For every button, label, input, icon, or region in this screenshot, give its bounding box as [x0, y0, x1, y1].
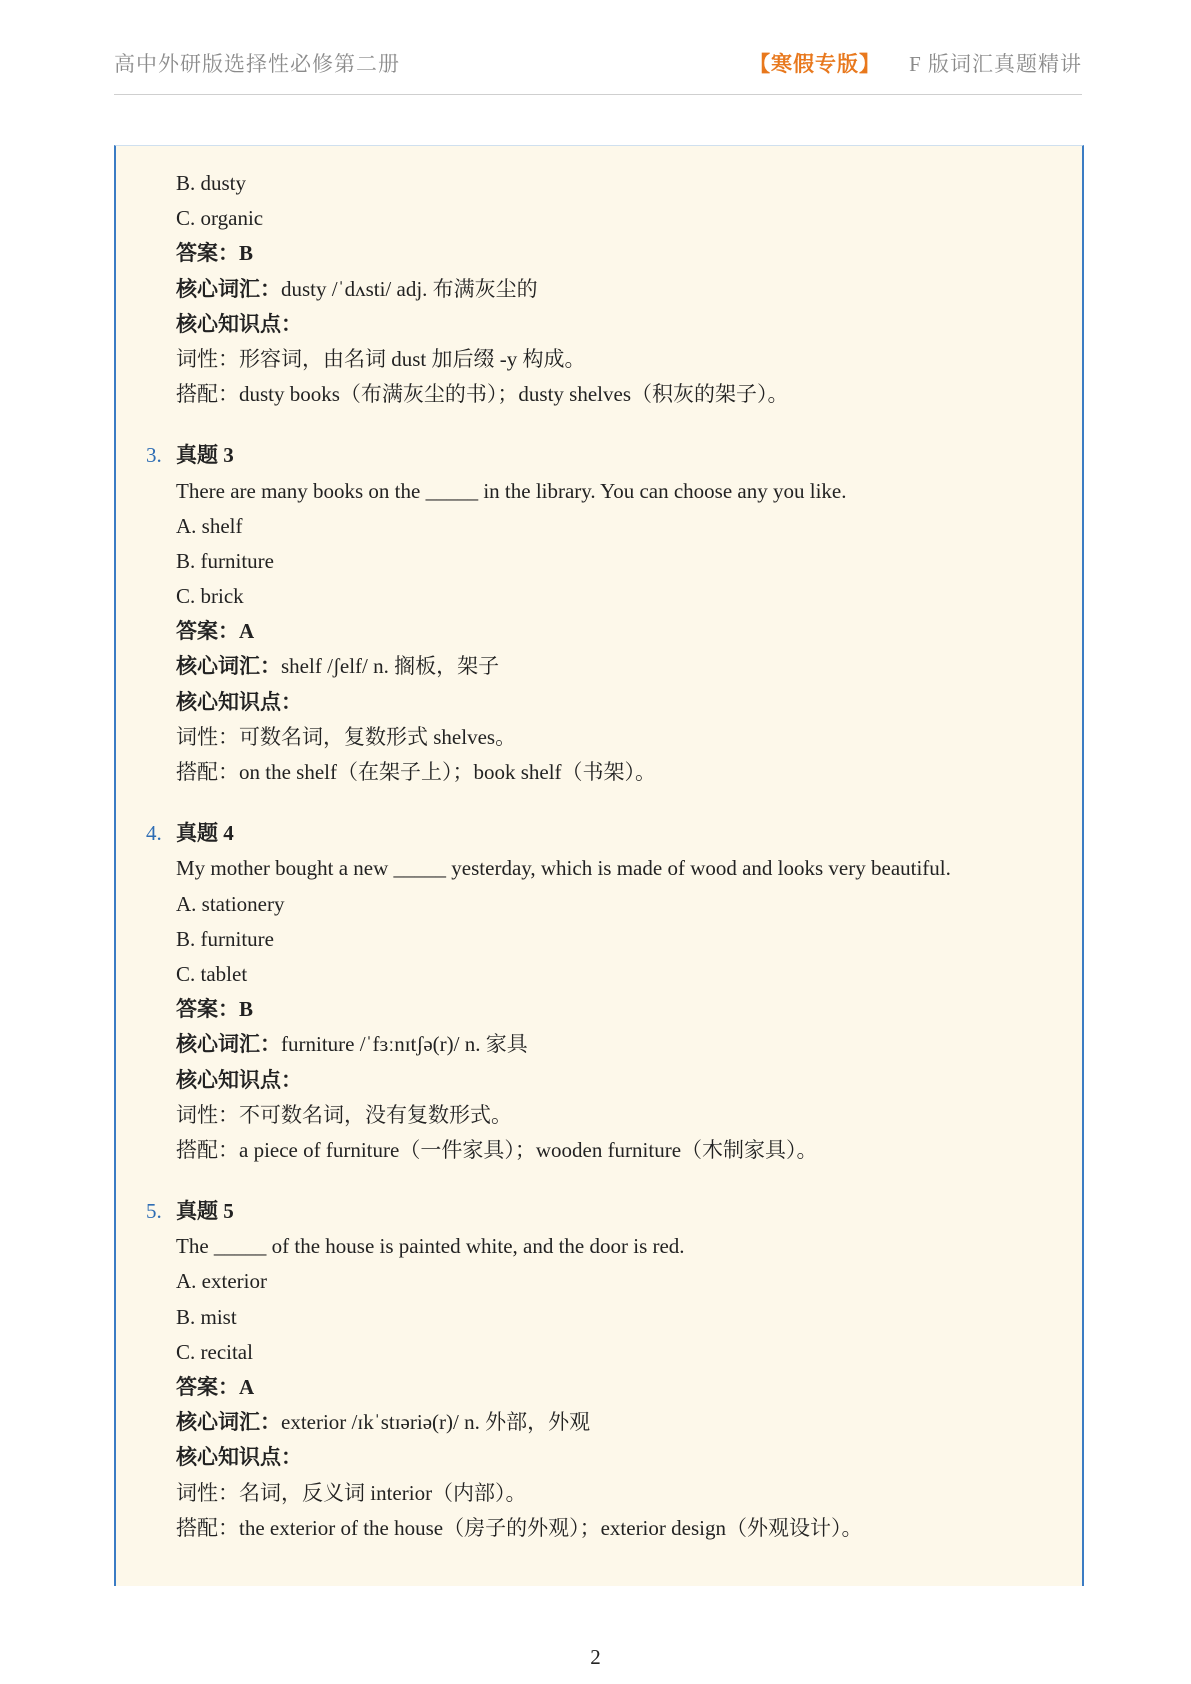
question-block-5 — [146, 1194, 1036, 1546]
edition-badge: 【寒假专版】 — [749, 52, 882, 76]
answer-value: A — [239, 619, 255, 644]
header-right — [749, 48, 1082, 78]
option-b: B. furniture — [176, 548, 274, 573]
points-label: 核心知识点： — [176, 1067, 302, 1092]
question-block-4 — [146, 816, 1036, 1168]
question-heading — [146, 438, 1036, 473]
page-header — [114, 44, 1082, 84]
collocation: 搭配：dusty books（布满灰尘的书）；dusty shelves（积灰的架子）。 — [176, 382, 789, 407]
part-of-speech: 词性：形容词，由名词 dust 加后缀 -y 构成。 — [176, 346, 586, 371]
question-stem: There are many books on the _____ in the library. You can choose any you like. — [176, 478, 847, 503]
question-title: 真题 3 — [176, 443, 234, 468]
vocab-line — [176, 1027, 1036, 1062]
question-title: 真题 5 — [176, 1199, 234, 1224]
points-label: 核心知识点： — [176, 689, 302, 714]
vocab-label: 核心词汇： — [176, 1410, 281, 1435]
answer-line — [176, 992, 1036, 1027]
answer-label: 答案： — [176, 997, 239, 1022]
vocab-line — [176, 1405, 1036, 1440]
question-heading — [146, 1194, 1036, 1229]
question-block-3 — [146, 438, 1036, 790]
answer-line — [176, 236, 1036, 271]
vocab-line — [176, 649, 1036, 684]
option-a: A. shelf — [176, 513, 243, 538]
question-block-2-tail — [176, 166, 1036, 412]
question-stem: The _____ of the house is painted white, and the door is red. — [176, 1234, 685, 1259]
question-number: 4. — [146, 821, 162, 846]
vocab-value: dusty /ˈdʌsti/ adj. 布满灰尘的 — [281, 276, 538, 301]
collocation: 搭配：the exterior of the house（房子的外观）；exterior design（外观设计）。 — [176, 1515, 863, 1540]
vocab-line — [176, 272, 1036, 307]
option-a: A. stationery — [176, 891, 285, 916]
answer-label: 答案： — [176, 619, 239, 644]
answer-value: B — [239, 241, 254, 266]
vocab-label: 核心词汇： — [176, 654, 281, 679]
question-number: 5. — [146, 1199, 162, 1224]
question-heading — [146, 816, 1036, 851]
vocab-value: shelf /ʃelf/ n. 搁板，架子 — [281, 654, 500, 679]
vocab-value: exterior /ɪkˈstɪəriə(r)/ n. 外部，外观 — [281, 1410, 591, 1435]
part-of-speech: 词性：可数名词，复数形式 shelves。 — [176, 724, 517, 749]
page-number: 2 — [590, 1645, 601, 1669]
option-c: C. brick — [176, 584, 244, 609]
option-b: B. mist — [176, 1304, 237, 1329]
section-title: F 版词汇真题精讲 — [909, 52, 1082, 76]
points-label: 核心知识点： — [176, 311, 302, 336]
answer-label: 答案： — [176, 1375, 239, 1399]
answer-value: A — [239, 1375, 255, 1399]
answer-value: B — [239, 997, 254, 1022]
collocation: 搭配：a piece of furniture（一件家具）；wooden furniture（木制家具）。 — [176, 1137, 818, 1162]
answer-line — [176, 614, 1036, 649]
option-c: C. tablet — [176, 961, 248, 986]
option-c: C. organic — [176, 206, 264, 231]
vocab-label: 核心词汇： — [176, 1032, 281, 1057]
answer-line — [176, 1370, 1036, 1405]
book-title: 高中外研版选择性必修第二册 — [114, 52, 400, 76]
header-divider — [114, 94, 1082, 95]
vocab-value: furniture /ˈfɜːnɪtʃə(r)/ n. 家具 — [281, 1032, 528, 1057]
option-a: A. exterior — [176, 1269, 267, 1294]
option-b: B. dusty — [176, 171, 247, 195]
part-of-speech: 词性：名词，反义词 interior（内部）。 — [176, 1480, 527, 1505]
option-b: B. furniture — [176, 926, 274, 951]
answer-label: 答案： — [176, 241, 239, 266]
question-title: 真题 4 — [176, 821, 234, 846]
question-number: 3. — [146, 443, 162, 468]
option-c: C. recital — [176, 1339, 253, 1364]
vocab-label: 核心词汇： — [176, 276, 281, 301]
question-stem: My mother bought a new _____ yesterday, which is made of wood and looks very beautiful. — [176, 856, 951, 881]
points-label: 核心知识点： — [176, 1445, 302, 1470]
content — [146, 166, 1036, 1546]
collocation: 搭配：on the shelf（在架子上）；book shelf（书架）。 — [176, 760, 657, 784]
part-of-speech: 词性：不可数名词，没有复数形式。 — [176, 1102, 512, 1127]
